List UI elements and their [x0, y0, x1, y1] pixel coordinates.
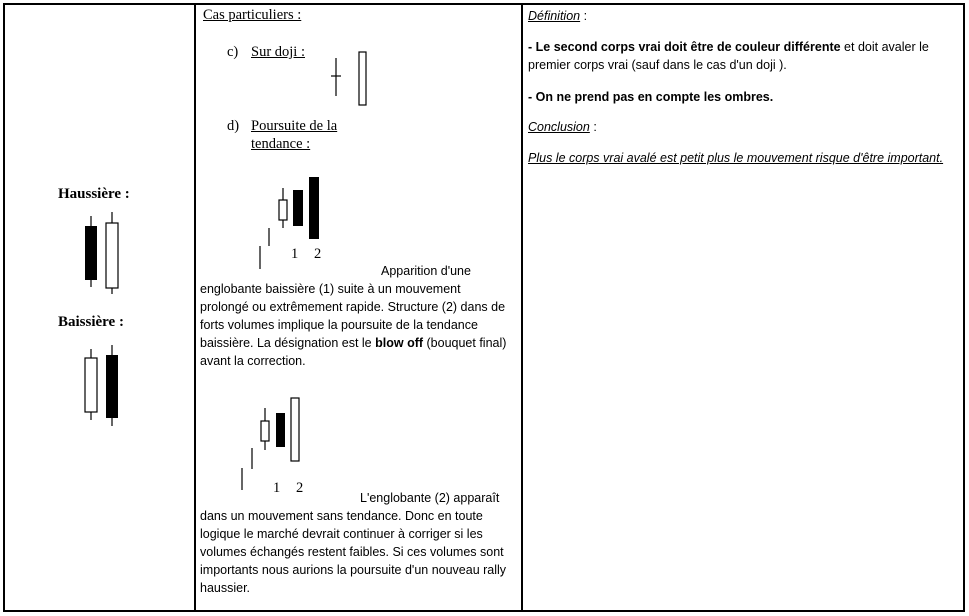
rule1-line1	[528, 38, 929, 56]
definition-label: Définition	[528, 9, 581, 23]
conclusion-text: Plus le corps vrai avalé est petit plus le mouvement risque d'être important.	[528, 151, 944, 165]
item-c-marker: c)	[227, 44, 239, 60]
para2-line3: logique le marché devrait continuer à corriger si les	[200, 527, 483, 541]
doji-pattern-icon	[328, 48, 373, 110]
baissiere-candles-icon	[80, 342, 130, 432]
engulfing-no-trend-icon	[237, 392, 317, 492]
para1-line2: englobante baissière (1) suite à un mouvement	[200, 282, 461, 296]
para1-line5	[200, 334, 506, 352]
cas-particuliers-heading: Cas particuliers :	[203, 7, 302, 23]
para2-line2: dans un mouvement sans tendance. Donc en toute	[200, 509, 483, 523]
haussiere-candles-icon	[80, 210, 130, 300]
blow-off-term: blow off	[375, 336, 424, 350]
conclusion-label: Conclusion	[528, 120, 590, 134]
item-c-label: Sur doji :	[251, 44, 305, 60]
para2-line6: haussier.	[200, 581, 251, 595]
item-d-label-line2: tendance :	[251, 136, 311, 152]
item-d-label-line1: Poursuite de la	[251, 118, 338, 134]
item-d-marker: d)	[227, 118, 240, 134]
definition-heading	[528, 7, 587, 25]
rule1-bold: - Le second corps vrai doit être de couleur différente	[528, 40, 841, 54]
definition-colon: :	[580, 9, 588, 23]
para1-line1: Apparition d'une	[381, 264, 471, 278]
para2-line1: L'englobante (2) apparaît	[360, 491, 500, 505]
baissiere-label: Baissière :	[58, 314, 124, 330]
para1-line5-post: (bouquet final)	[423, 336, 507, 350]
para2-line5: importants nous aurions la poursuite d'un nouveau rally	[200, 563, 507, 577]
para2-line4: volumes échangés restent faibles. Si ces volumes sont	[200, 545, 504, 559]
fig1-label-2: 2	[314, 246, 322, 262]
haussiere-label: Haussière :	[58, 186, 130, 202]
para1-line4: forts volumes implique la poursuite de la tendance	[200, 318, 478, 332]
para1-line5-pre: baissière. La désignation est le	[200, 336, 376, 350]
fig1-label-1: 1	[291, 246, 299, 262]
rule2: - On ne prend pas en compte les ombres.	[528, 90, 774, 104]
conclusion-heading	[528, 118, 597, 136]
conclusion-colon: :	[589, 120, 597, 134]
fig2-label-1: 1	[273, 480, 281, 496]
column-divider-2	[521, 3, 523, 612]
para1-line6: avant la correction.	[200, 354, 306, 368]
rule1-line2: premier corps vrai (sauf dans le cas d'un doji ).	[528, 58, 787, 72]
fig2-label-2: 2	[296, 480, 304, 496]
para1-line3: prolongé ou extrêmement rapide. Structure (2) dans de	[200, 300, 506, 314]
column-divider-1	[194, 3, 196, 612]
rule1-rest: et doit avaler le	[840, 40, 929, 54]
